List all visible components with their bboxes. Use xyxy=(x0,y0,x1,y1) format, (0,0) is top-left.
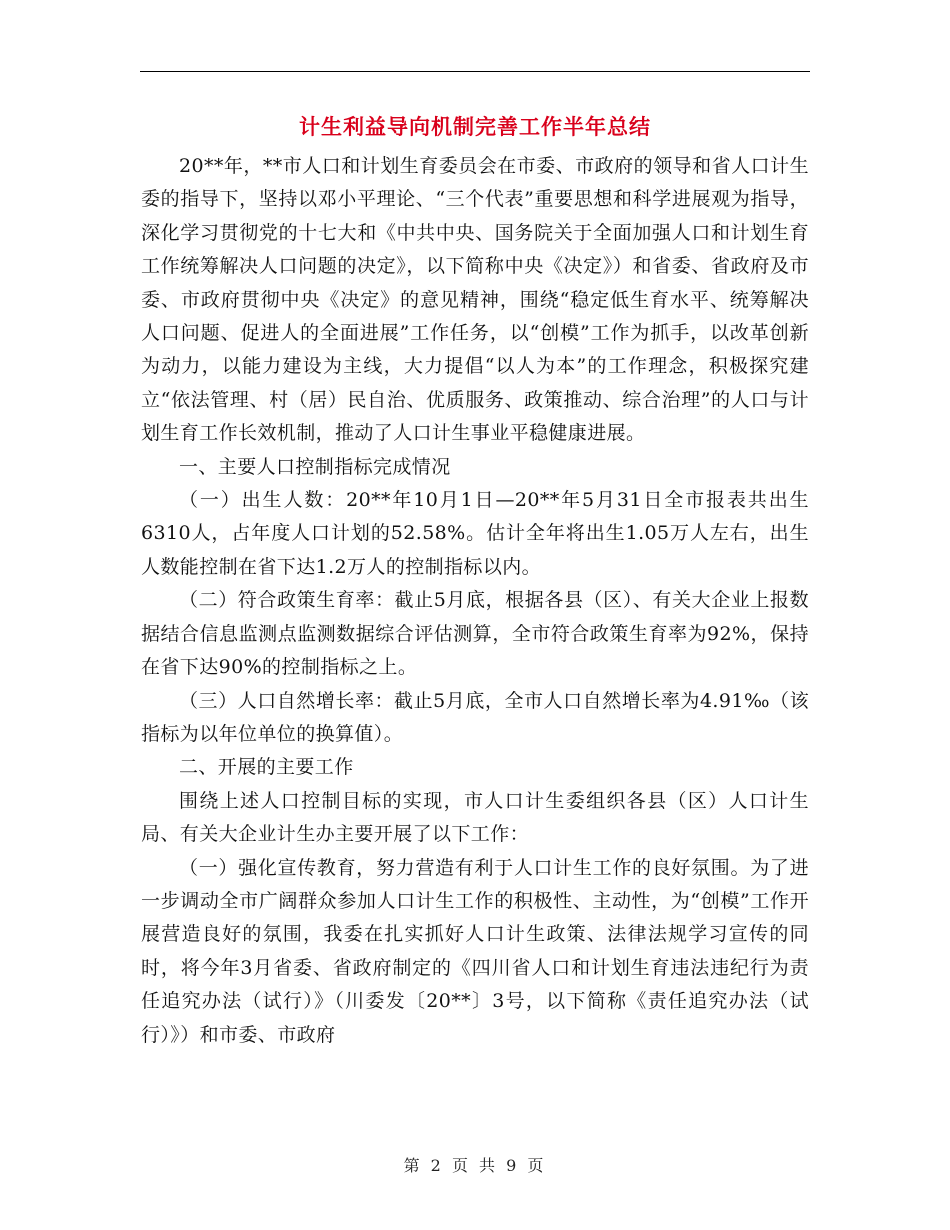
paragraph-publicity: （一）强化宣传教育，努力营造有利于人口计生工作的良好氛围。为了进一步调动全市广阔群众参加人口计生工作的积极性、主动性，为“创模”工作开展营造良好的氛围，我委在扎实抓好人口计生政策、法律法规学习宣传的同时，将今年3月省委、省政府制定的《四川省人口和计划生育违法违纪行为责任追究办法（试行）》（川委发〔20**〕3号，以下简称《责任追究办法（试行）》）和市委、市政府 xyxy=(141,856,809,1046)
section-heading-2: 二、开展的主要工作 xyxy=(179,756,354,779)
paragraph-intro: 20**年，**市人口和计划生育委员会在市委、市政府的领导和省人口计生委的指导下，坚持以邓小平理论、“三个代表”重要思想和科学进展观为指导，深化学习贯彻党的十七大和《中共中央、国务院关于全面加强人口和计划生育工作统筹解决人口问题的决定》，以下简称中央《决定》）和省委、省政府及市委、市政府贯彻中央《决定》的意见精神，围绕“稳定低生育水平、统筹解决人口问题、促进人的全面进展”工作任务，以“创模”工作为抓手，以改革创新为动力，以能力建设为主线，大力提倡“以人为本”的工作理念，积极探究建立“依法管理、村（居）民自治、优质服务、政策推动、综合治理”的人口与计划生育工作长效机制，推动了人口计生事业平稳健康进展。 xyxy=(141,155,809,445)
document-body xyxy=(141,150,809,1052)
header-rule xyxy=(140,71,810,72)
paragraph-birth-count: （一）出生人数：20**年10月1日—20**年5月31日全市报表共出生6310人，占年度人口计划的52.58%。估计全年将出生1.05万人左右，出生人数能控制在省下达1.2万人的控制指标以内。 xyxy=(141,489,809,578)
paragraph-policy-rate: （二）符合政策生育率：截止5月底，根据各县（区）、有关大企业上报数据结合信息监测点监测数据综合评估测算，全市符合政策生育率为92%，保持在省下达90%的控制指标之上。 xyxy=(141,589,809,679)
page-number: 第 2 页 共 9 页 xyxy=(403,1156,547,1175)
section-heading-1: 一、主要人口控制指标完成情况 xyxy=(179,455,451,478)
paragraph-work-intro: 围绕上述人口控制目标的实现，市人口计生委组织各县（区）人口计生局、有关大企业计生办主要开展了以下工作： xyxy=(141,789,809,846)
paragraph-growth-rate: （三）人口自然增长率：截止5月底，全市人口自然增长率为4.91‰（该指标为以年位单位的换算值）。 xyxy=(141,689,809,745)
document-title: 计生利益导向机制完善工作半年总结 xyxy=(299,114,651,139)
